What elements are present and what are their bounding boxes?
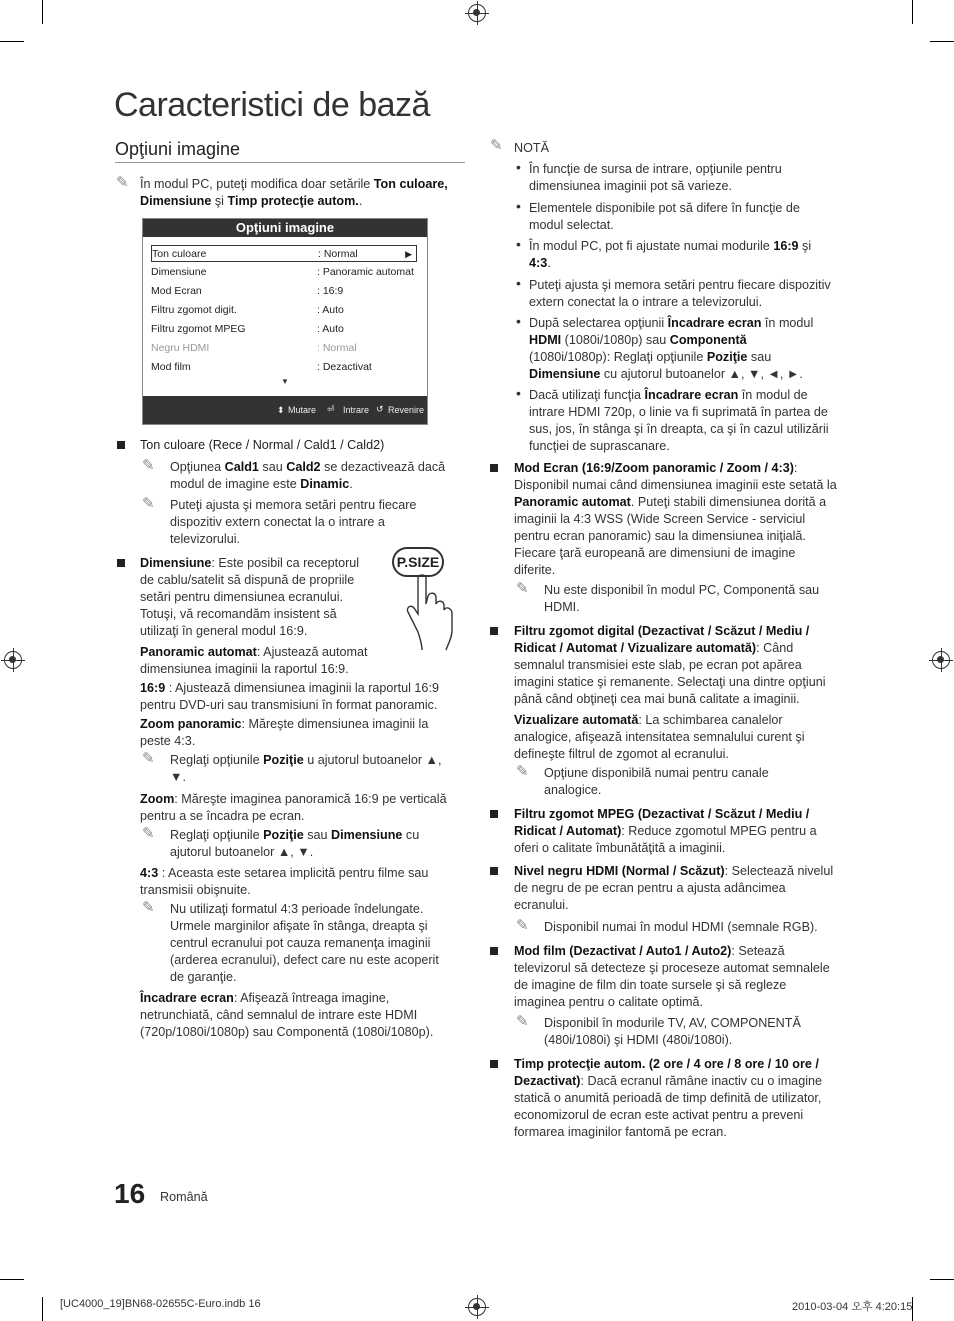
ton-note-2: Puteţi ajusta şi memora setări pentru fiecare dispozitiv extern conectat la o intrare a televizorului. xyxy=(170,498,417,546)
bullet-square xyxy=(117,559,125,567)
bullet-square xyxy=(490,947,498,955)
crop-mark xyxy=(42,0,43,24)
bullet-dot: • xyxy=(516,236,521,252)
crop-mark xyxy=(42,1297,43,1321)
bullet-dot: • xyxy=(516,385,521,401)
mod-film-note: Disponibil în modurile TV, AV, COMPONENTĂ (480i/1080i) şi HDMI (480i/1080i). xyxy=(544,1016,801,1047)
mod-ecran-text: Mod Ecran (16:9/Zoom panoramic / Zoom / 4:3): Disponibil numai când dimensiunea imaginii este setată la Panoramic automat. Puteţi stabili dimensiunea dorită a imaginii la 4:3 WSS (Wide Screen Service - serviciul pentru ecran panoramic) sau la dimensiunea iniţială. Fiecare ţară europeană are dimensiuni de imagine diferite. xyxy=(514,461,837,577)
section-title: Opţiuni imagine xyxy=(115,139,241,159)
filtru-mpeg-text: Filtru zgomot MPEG (Dezactivat / Scăzut / Mediu / Ridicat / Automat): Reduce zgomotul MPEG pentru a oferi o calitate îmbunătăţită a imaginii. xyxy=(514,807,817,855)
menu-row-filtru-mpeg[interactable]: Filtru zgomot MPEG : Auto xyxy=(151,323,344,335)
footer-timestamp: 2010-03-04 오후 4:20:15 xyxy=(792,1301,913,1313)
ratio-43-text: 4:3 : Aceasta este setarea implicită pentru filme sau transmisii obişnuite. xyxy=(140,866,429,897)
menu-row-mod-ecran[interactable]: Mod Ecran : 16:9 xyxy=(151,285,344,297)
dimensiune-text: Dimensiune: Este posibil ca receptorul de cablu/satelit să dispună de propriile setări pentru dimensiunea ecranului. Totuşi, vă recomandăm insistent să utilizaţi în general modul 16:9. xyxy=(140,556,360,638)
crop-mark xyxy=(912,0,913,24)
note-icon: ✎ xyxy=(142,750,155,767)
note-icon: ✎ xyxy=(516,917,529,934)
filtru-digital-text: Filtru zgomot digital (Dezactivat / Scăzut / Mediu / Ridicat / Automat / Vizualizare automată): Când semnalul transmisiei este slab, pe ecran pot apărea imagini statice şi remanente. Selectaţi una dintre opţiuni până când obţineţi cea mai bună calitate a imaginii. xyxy=(514,624,826,706)
bullet-dot: • xyxy=(516,159,521,175)
crop-mark xyxy=(0,1279,24,1280)
nota-label: NOTĂ xyxy=(514,141,549,155)
nota-b2: Elementele disponibile pot să difere în funcţie de modul selectat. xyxy=(529,201,800,232)
zoom-note: Reglaţi opţiunile Poziţie sau Dimensiune cu ajutorul butoanelor ▲, ▼. xyxy=(170,828,420,859)
menu-row-ton-culoare[interactable]: Ton culoare : Normal ▶ xyxy=(151,245,417,262)
note-icon: ✎ xyxy=(142,457,155,474)
nota-b3: În modul PC, pot fi ajustate numai modurile 16:9 şi 4:3. xyxy=(529,239,812,270)
vizualizare-text: Vizualizare automată: La schimbarea canalelor analogice, afişează intensitatea semnalului curent şi defineşte filtrul de zgomot al ecranului. xyxy=(514,713,805,761)
nota-b5: După selectarea opţiunii Încadrare ecran în modul HDMI (1080i/1080p) sau Componentă (1080i/1080p): Reglaţi opţiunile Poziţie sau Dimensiune cu ajutorul butoanelor ▲, ▼, ◄, ►. xyxy=(529,316,814,381)
bullet-square xyxy=(490,810,498,818)
menu-row-negru-hdmi: Negru HDMI : Normal xyxy=(151,342,357,354)
intro-note: În modul PC, puteţi modifica doar setările Ton culoare, Dimensiune şi Timp protecţie autom.. xyxy=(140,177,448,208)
nivel-negru-text: Nivel negru HDMI (Normal / Scăzut): Selectează nivelul de negru de pe ecran pentru a ajusta adâncimea ecranului. xyxy=(514,864,834,912)
picture-options-menu xyxy=(142,218,428,425)
incadrare-text: Încadrare ecran: Afişează întreaga imagine, netrunchiată, când semnalul de intrare este HDMI (720p/1080i/1080p) sau Componentă (1080i/1080p). xyxy=(140,991,434,1039)
note-icon: ✎ xyxy=(142,495,155,512)
scroll-down-icon[interactable]: ▼ xyxy=(281,377,289,386)
registration-mark-icon xyxy=(4,651,22,669)
bullet-square xyxy=(490,1060,498,1068)
registration-mark-icon xyxy=(468,4,486,22)
ton-note-1: Opţiunea Cald1 sau Cald2 se dezactivează dacă modul de imagine este Dinamic. xyxy=(170,460,446,491)
note-icon: ✎ xyxy=(142,899,155,916)
hand-press-icon xyxy=(406,574,462,652)
bullet-square xyxy=(490,627,498,635)
bullet-square xyxy=(490,867,498,875)
crop-mark xyxy=(930,1279,954,1280)
mod-ecran-note: Nu este disponibil în modul PC, Componentă sau HDMI. xyxy=(544,583,820,614)
registration-mark-icon xyxy=(468,1298,486,1316)
mod-film-text: Mod film (Dezactivat / Auto1 / Auto2): Setează televizorul să detecteze şi proceseze automat semnalele de imagine de film din toate sursele şi să regleze imaginea pentru o calitate optimă. xyxy=(514,944,830,1009)
note-icon: ✎ xyxy=(142,825,155,842)
ton-heading: Ton culoare (Rece / Normal / Cald1 / Cald2) xyxy=(140,438,385,452)
footer-file-info: [UC4000_19]BN68-02655C-Euro.indb 16 xyxy=(60,1298,261,1310)
psize-button-icon: P.SIZE xyxy=(392,547,444,577)
crop-mark xyxy=(930,41,954,42)
return-icon: ↺ xyxy=(376,404,384,414)
nota-b1: În funcţie de sursa de intrare, opţiunile pentru dimensiunea imaginii pot să varieze. xyxy=(529,162,782,193)
page-number: 16 xyxy=(114,1178,146,1209)
nota-b4: Puteţi ajusta şi memora setări pentru fiecare dispozitiv extern conectat la o intrare a televizorului. xyxy=(529,278,831,309)
note-icon: ✎ xyxy=(516,580,529,597)
note-icon: ✎ xyxy=(516,763,529,780)
footer-return-label: Revenire xyxy=(388,405,425,415)
bullet-square xyxy=(490,464,498,472)
note-icon: ✎ xyxy=(516,1013,529,1030)
vizualizare-note: Opţiune disponibilă numai pentru canale analogice. xyxy=(544,766,769,797)
menu-row-mod-film[interactable]: Mod film : Dezactivat xyxy=(151,361,372,373)
bullet-dot: • xyxy=(516,198,521,214)
footer-move-label: Mutare xyxy=(288,405,317,415)
arrow-right-icon: ▶ xyxy=(405,249,412,259)
nota-b6: Dacă utilizaţi funcţia Încadrare ecran în modul de intrare HDMI 720p, o linie va fi suprimată în partea de sus, jos, în stânga şi în dreapta, ca şi în cazul utilizării funcţiei de suprascanare. xyxy=(529,388,829,453)
updown-icon: ⬍ xyxy=(277,405,285,415)
intro-note-icon: ✎ xyxy=(116,174,129,191)
section-divider xyxy=(115,162,465,163)
menu-footer xyxy=(143,396,427,424)
crop-mark xyxy=(0,41,24,42)
footer-enter-label: Intrare xyxy=(343,405,370,415)
bullet-square xyxy=(117,441,125,449)
zoom-text: Zoom: Măreşte imaginea panoramică 16:9 pe verticală pentru a se încadra pe ecran. xyxy=(140,792,447,823)
registration-mark-icon xyxy=(932,651,950,669)
page-title: Caracteristici de bază xyxy=(114,86,430,124)
enter-icon: ⏎ xyxy=(327,404,335,414)
zp-note: Reglaţi opţiunile Poziţie u ajutorul butoanelor ▲, ▼. xyxy=(170,753,442,784)
language-label: Română xyxy=(160,1190,208,1204)
timp-protectie-text: Timp protecţie autom. (2 ore / 4 ore / 8 ore / 10 ore / Dezactivat): Dacă ecranul rămâne inactiv cu o imagine statică o anumită perioadă de timp definită de utilizator, economizorul de ecran este activat pentru a preveni formarea imaginilor fantomă pe ecran. xyxy=(514,1057,823,1139)
ratio-169-text: 16:9 : Ajustează dimensiunea imaginii la raportul 16:9 pentru DVD-uri sau transmisiuni în format panoramic. xyxy=(140,681,439,712)
nivel-negru-note: Disponibil numai în modul HDMI (semnale RGB). xyxy=(544,920,818,934)
note-icon: ✎ xyxy=(490,137,503,154)
zoom-panoramic-text: Zoom panoramic: Măreşte dimensiunea imaginii la peste 4:3. xyxy=(140,717,429,748)
menu-row-filtru-digit[interactable]: Filtru zgomot digit. : Auto xyxy=(151,304,344,316)
bullet-dot: • xyxy=(516,275,521,291)
bullet-dot: • xyxy=(516,313,521,329)
panoramic-text: Panoramic automat: Ajustează automat dimensiunea imaginii la raportul 16:9. xyxy=(140,645,368,676)
ratio-43-note: Nu utilizaţi formatul 4:3 perioade îndelungate. Urmele marginilor afişate în stânga, dreapta şi centrul ecranului pot cauza remanenţa imaginii (arderea ecranului), defect care nu este acoperit de garanţie. xyxy=(170,902,439,984)
menu-title: Opţiuni imagine xyxy=(143,219,427,237)
menu-row-dimensiune[interactable]: Dimensiune : Panoramic automat xyxy=(151,266,414,278)
